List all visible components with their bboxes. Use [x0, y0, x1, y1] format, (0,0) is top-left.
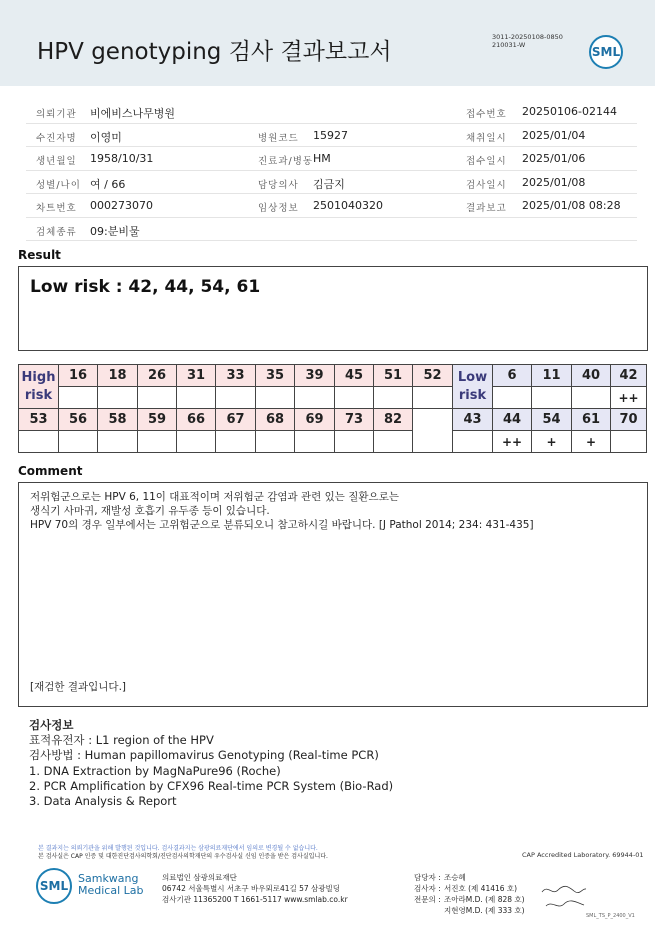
genotype-cell: 66: [177, 409, 216, 431]
genotype-cell: 53: [19, 409, 59, 431]
chart-no-value: 000273070: [90, 199, 153, 212]
cap-accreditation: CAP Accredited Laboratory. 69944-01: [522, 851, 644, 859]
signature: [540, 882, 588, 912]
footer-note: 본 검사실은 CAP 인증 및 대한진단검사의학회/진단검사의학재단의 우수검사실 신임 인증을 받은 검사실입니다.: [38, 853, 328, 860]
comment-line: HPV 70의 경우 일부에서는 고위험군으로 분류되오니 참고하시길 바랍니다. [J Pathol 2014; 234: 431-435]: [30, 519, 534, 531]
staff-info: [414, 872, 525, 916]
genotype-cell: 58: [98, 409, 138, 431]
info-row: [26, 194, 637, 218]
dob-label: 생년월일: [36, 156, 77, 167]
result-cell: [177, 431, 216, 453]
result-cell: [98, 431, 138, 453]
result-cell: +: [532, 431, 572, 453]
result-cell: [138, 387, 177, 409]
method-step: 1. DNA Extraction by MagNaPure96 (Roche): [29, 763, 281, 778]
genotype-cell: 67: [216, 409, 256, 431]
brand-line: Medical Lab: [78, 884, 144, 897]
clinical-info-value: 2501040320: [313, 199, 383, 212]
result-cell: [374, 387, 413, 409]
info-row: [26, 124, 637, 148]
result-cell: [413, 387, 453, 409]
result-cell: [19, 431, 59, 453]
org-address: 06742 서울특별시 서초구 바우뫼로41길 57 삼광빌딩: [162, 884, 341, 893]
genotype-cell: 16: [59, 365, 98, 387]
institution-label: 의뢰기관: [36, 109, 77, 120]
info-row: [26, 171, 637, 195]
comment-line: 저위험군으로는 HPV 6, 11이 대표적이며 저위험군 감염과 관련 있는 질환으로는: [30, 491, 399, 503]
doctor-label: 담당의사: [258, 179, 299, 191]
test-info-title: 검사정보: [29, 718, 74, 732]
dob-value: 1958/10/31: [90, 152, 154, 165]
result-cell: [216, 431, 256, 453]
genotype-cell: 69: [295, 409, 335, 431]
high-risk-label: High risk: [19, 365, 59, 409]
report-date-value: 2025/01/08 08:28: [522, 199, 621, 212]
staff-tester: 서진호 (제 41416 호): [444, 884, 518, 893]
test-info: [29, 718, 393, 809]
org-info: [162, 872, 348, 905]
result-cell: [256, 387, 295, 409]
sml-logo-text: SML: [591, 45, 621, 59]
chart-no-label: 차트번호: [36, 203, 77, 214]
name-label: 수진자명: [36, 132, 77, 144]
document-id: [492, 33, 563, 49]
result-cell: [335, 431, 374, 453]
genotype-cell: 82: [374, 409, 413, 431]
brand-name: [78, 873, 144, 897]
genotype-cell: 43: [453, 409, 493, 431]
genotype-cell: 51: [374, 365, 413, 387]
info-row: [26, 100, 637, 124]
report-header: [0, 0, 655, 86]
result-cell: [453, 431, 493, 453]
document-id-line-1: 3011-20250108-0850: [492, 33, 563, 41]
result-heading: Result: [18, 248, 61, 262]
genotype-cell: 56: [59, 409, 98, 431]
footer-logo-text: SML: [39, 879, 69, 893]
genotype-cell: 42: [611, 365, 647, 387]
genotype-cell: 39: [295, 365, 335, 387]
genotype-cell: 45: [335, 365, 374, 387]
low-risk-label: Low risk: [453, 365, 493, 409]
hospital-code-label: 병원코드: [258, 132, 299, 144]
staff-label: 검사자 :: [414, 884, 441, 893]
brand-line: Samkwang: [78, 872, 139, 885]
report-date-label: 결과보고: [466, 203, 507, 214]
footer-logo: [36, 868, 72, 904]
result-cell: [256, 431, 295, 453]
comment-heading: Comment: [18, 464, 83, 478]
test-date-label: 검사일시: [466, 179, 507, 191]
sex-age-label: 성별/나이: [36, 179, 81, 191]
genotype-cell: 40: [572, 365, 611, 387]
result-cell: [59, 387, 98, 409]
dept-label: 진료과/병동: [258, 156, 314, 167]
target-gene: 표적유전자 : L1 region of the HPV: [29, 733, 214, 748]
genotype-cell: 11: [532, 365, 572, 387]
genotype-cell: 59: [138, 409, 177, 431]
result-cell: [611, 431, 647, 453]
result-cell: [374, 431, 413, 453]
footer-note: 본 결과지는 의뢰기관을 위해 발행된 것입니다. 검사결과지는 삼광의료재단에서 임의로 변경될 수 없습니다.: [38, 845, 318, 852]
staff-specialist: 지현영M.D. (제 333 호): [444, 906, 525, 915]
name-value: 이영미: [90, 130, 122, 144]
spacer-cell: [413, 409, 453, 453]
result-cell: [216, 387, 256, 409]
clinical-info-label: 임상정보: [258, 203, 299, 214]
genotype-cell: 26: [138, 365, 177, 387]
receipt-date-value: 2025/01/06: [522, 152, 586, 165]
genotype-cell: 73: [335, 409, 374, 431]
specimen-label: 검체종류: [36, 226, 77, 238]
sml-logo: [589, 35, 623, 69]
staff-contact: 조승혜: [444, 873, 466, 882]
comment-line: 생식기 사마귀, 재발성 호흡기 유두종 등이 있습니다.: [30, 505, 270, 517]
genotype-cell: 6: [493, 365, 532, 387]
genotype-cell: 33: [216, 365, 256, 387]
org-name: 의료법인 삼광의료재단: [162, 873, 237, 882]
specimen-value: 09:분비물: [90, 224, 140, 238]
genotype-cell: 70: [611, 409, 647, 431]
genotype-cell: 52: [413, 365, 453, 387]
collection-date-value: 2025/01/04: [522, 128, 586, 142]
retest-note: [재검한 결과입니다.]: [30, 681, 127, 693]
result-cell: [335, 387, 374, 409]
result-box: [18, 266, 648, 351]
info-row: [26, 218, 637, 242]
genotype-row-high-2: [19, 409, 647, 431]
receipt-date-label: 접수일시: [466, 156, 507, 167]
test-method: 검사방법 : Human papillomavirus Genotyping (Real-time PCR): [29, 748, 379, 763]
institution-value: 비에비스나무병원: [90, 107, 176, 120]
result-cell: [532, 387, 572, 409]
genotype-cell: 31: [177, 365, 216, 387]
method-step: 3. Data Analysis & Report: [29, 794, 177, 809]
result-cell: ++: [611, 387, 647, 409]
staff-specialist: 조아라M.D. (제 828 호): [444, 895, 525, 904]
result-cell: [493, 387, 532, 409]
hospital-code-value: 15927: [313, 128, 348, 142]
genotype-cell: 35: [256, 365, 295, 387]
result-cell: [138, 431, 177, 453]
result-cell: [98, 387, 138, 409]
method-step: 2. PCR Amplification by CFX96 Real-time PCR System (Bio-Rad): [29, 778, 394, 793]
genotype-cell: 61: [572, 409, 611, 431]
genotype-row-high-1: [19, 365, 647, 387]
genotype-cell: 68: [256, 409, 295, 431]
genotype-row-high-2-result: [19, 431, 647, 453]
patient-info: [26, 100, 637, 241]
result-cell: [59, 431, 98, 453]
comment-box: [18, 482, 648, 707]
receipt-no-value: 20250106-02144: [522, 105, 617, 118]
dept-value: HM: [313, 152, 331, 165]
genotype-row-high-1-result: [19, 387, 647, 409]
genotype-cell: 18: [98, 365, 138, 387]
genotype-table: [18, 364, 647, 453]
genotype-cell: 54: [532, 409, 572, 431]
sex-age-value: 여 / 66: [90, 177, 126, 191]
receipt-no-label: 접수번호: [466, 109, 507, 120]
staff-label: 전문의 :: [414, 895, 441, 904]
info-row: [26, 147, 637, 171]
staff-label: 담당자 :: [414, 873, 441, 882]
collection-date-label: 채취일시: [466, 132, 507, 144]
result-cell: [295, 387, 335, 409]
genotype-cell: 44: [493, 409, 532, 431]
document-id-line-2: 210031-W: [492, 41, 526, 49]
result-cell: [295, 431, 335, 453]
form-code: SML_TS_P_2400_V1: [586, 913, 635, 919]
test-date-value: 2025/01/08: [522, 175, 586, 189]
result-cell: +: [572, 431, 611, 453]
result-cell: [177, 387, 216, 409]
report-title: HPV genotyping 검사 결과보고서: [37, 39, 392, 65]
result-cell: ++: [493, 431, 532, 453]
org-contact: 검사기관 11365200 T 1661-5117 www.smlab.co.kr: [162, 895, 348, 904]
result-text: Low risk : 42, 44, 54, 61: [30, 277, 261, 297]
result-cell: [572, 387, 611, 409]
doctor-value: 김금지: [313, 177, 345, 191]
